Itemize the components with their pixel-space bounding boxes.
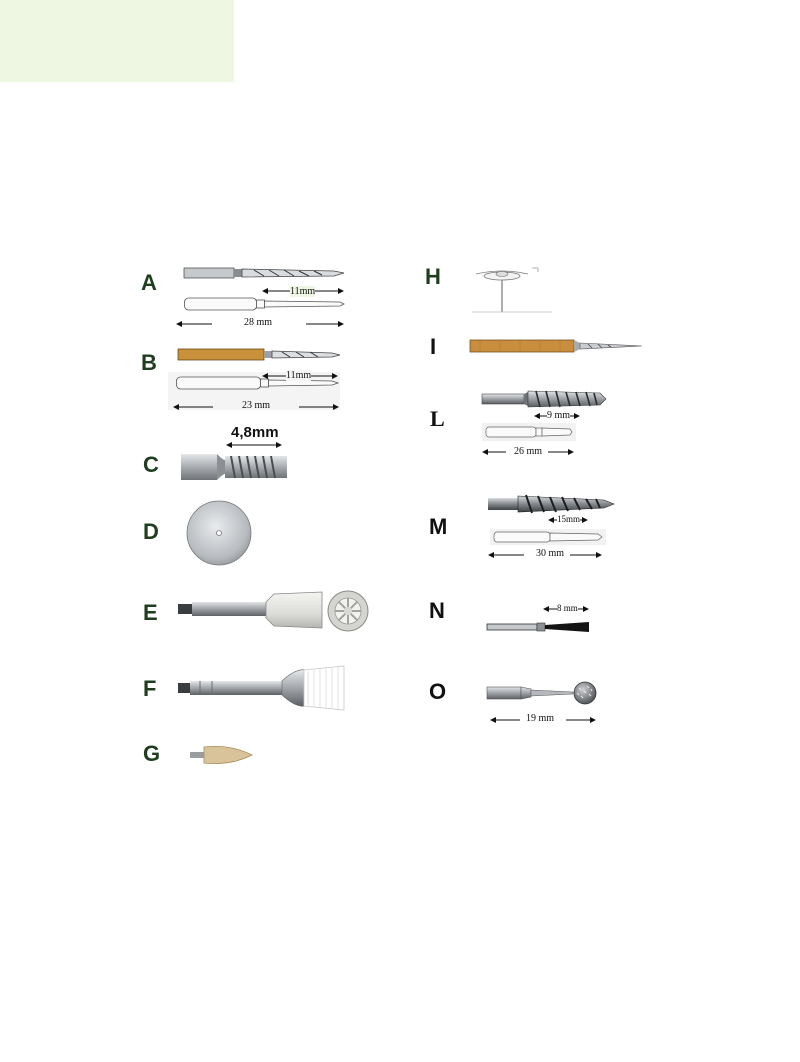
measurement-b-total: 23 mm	[242, 400, 271, 411]
label-l: L	[430, 406, 445, 431]
dimension-arrow-c-working	[226, 442, 282, 448]
measurement-b-working: 11mm	[286, 370, 312, 381]
label-e: E	[143, 600, 158, 625]
label-g: G	[143, 741, 161, 766]
label-h: H	[425, 264, 441, 289]
label-i: I	[430, 334, 437, 359]
measurement-n-working: 8 mm	[557, 603, 578, 613]
bur-m-outline-icon	[490, 529, 606, 545]
measurement-l-total: 26 mm	[514, 446, 543, 457]
mandrel-icon	[472, 264, 552, 314]
label-c: C	[143, 452, 159, 477]
panel-a-background	[0, 0, 234, 82]
round-diamond-bur-icon	[487, 680, 599, 706]
polishing-brush-icon	[178, 662, 346, 714]
measurement-a-working: 11mm	[290, 286, 316, 297]
measurement-c-working: 4,8mm	[231, 424, 279, 441]
drill-a-outline-icon	[184, 296, 346, 312]
measurement-m-total: 30 mm	[536, 548, 565, 559]
measurement-m-working: 15mm	[557, 514, 581, 524]
measurement-o-total: 19 mm	[526, 713, 555, 724]
cutting-disc-icon	[186, 500, 252, 566]
measurement-l-working: 9 mm	[547, 410, 571, 421]
label-f: F	[143, 676, 157, 701]
prophy-cup-icon	[178, 588, 370, 634]
short-cutter-icon	[181, 450, 291, 484]
label-b: B	[141, 350, 157, 375]
rubber-point-icon	[190, 744, 254, 766]
label-a: A	[141, 270, 157, 295]
long-spiral-bur-icon	[488, 492, 614, 516]
label-d: D	[143, 519, 159, 544]
label-n: N	[429, 598, 445, 623]
bur-l-outline-icon	[482, 423, 576, 441]
label-m: M	[429, 514, 448, 539]
gold-shank-drill-icon	[178, 347, 340, 363]
spiral-bur-icon	[482, 388, 606, 410]
tapered-file-icon	[487, 620, 591, 634]
label-o: O	[429, 679, 447, 704]
measurement-a-total: 28 mm	[244, 317, 273, 328]
tapered-drill-icon	[184, 264, 344, 284]
needle-bur-icon	[470, 338, 642, 354]
